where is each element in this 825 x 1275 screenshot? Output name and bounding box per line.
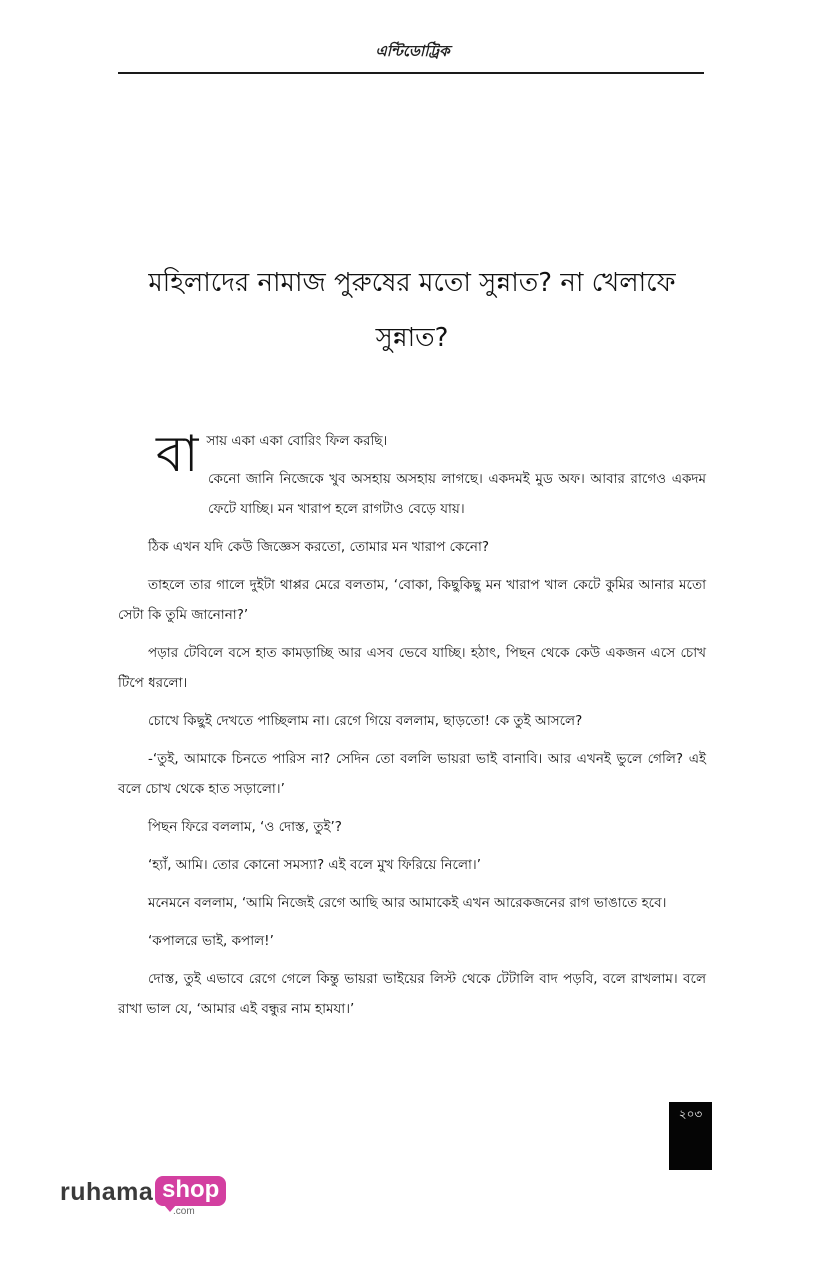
paragraph: ‘কপালরে ভাই, কপাল!’: [148, 933, 274, 949]
logo-domain-text: .com: [173, 1206, 195, 1217]
drop-cap: বা: [156, 425, 199, 483]
page-number: ২০৩: [669, 1102, 712, 1170]
paragraph: তাহলে তার গালে দুইটা থাপ্পর মেরে বলতাম, ‘বোকা, কিছুকিছু মন খারাপ খাল কেটে কুমির আনার মতো সেটা কি তুমি জানোনা?’: [118, 577, 706, 623]
ruhamashop-logo: [60, 1176, 230, 1220]
logo-brand-text: ruhama: [60, 1178, 154, 1206]
header-rule: [118, 72, 704, 74]
paragraph: ‘হ্যাঁ, আমি। তোর কোনো সমস্যা? এই বলে মুখ ফিরিয়ে নিলো।’: [148, 857, 482, 873]
paragraph: পিছন ফিরে বললাম, ‘ও দোস্ত, তুই’?: [148, 819, 342, 835]
paragraph: দোস্ত, তুই এভাবে রেগে গেলে কিন্তু ভায়রা ভাইয়ের লিস্ট থেকে টেটালি বাদ পড়বি, বলে রাখলাম। বলে রাখা ভাল যে, ‘আমার এই বন্ধুর নাম হামযা।’: [118, 971, 706, 1017]
chapter-title: মহিলাদের নামাজ পুরুষের মতো সুন্নাত? না খেলাফে সুন্নাত?: [148, 268, 676, 353]
paragraph: মনেমনে বললাম, ‘আমি নিজেই রেগে আছি আর আমাকেই এখন আরেকজনের রাগ ভাঙাতে হবে।: [148, 895, 667, 911]
logo-shop-badge: shop: [155, 1176, 226, 1206]
paragraph: -‘তুই, আমাকে চিনতে পারিস না? সেদিন তো বললি ভায়রা ভাই বানাবি। আর এখনই ভুলে গেলি? এই বলে চোখ থেকে হাত সড়ালো।’: [118, 751, 707, 797]
running-head: এন্টিডোট্রিক: [375, 42, 450, 60]
body-text: [118, 426, 706, 1032]
first-paragraph: [118, 426, 706, 494]
paragraph: পড়ার টেবিলে বসে হাত কামড়াচ্ছি আর এসব ভেবে যাচ্ছি। হঠাৎ, পিছন থেকে কেউ একজন এসে চোখ টিপে ধরলো।: [118, 645, 706, 691]
first-line: সায় একা একা বোরিং ফিল করছি।: [206, 433, 388, 449]
first-para-rest: কেনো জানি নিজেকে খুব অসহায় অসহায় লাগছে। একদমই মুড অফ। আবার রাগেও একদম ফেটে যাচ্ছি। মন খারাপ হলে রাগটাও বেড়ে যায়।: [208, 471, 706, 517]
paragraph: ঠিক এখন যদি কেউ জিজ্ঞেস করতো, তোমার মন খারাপ কেনো?: [148, 539, 490, 555]
paragraph: চোখে কিছুই দেখতে পাচ্ছিলাম না। রেগে গিয়ে বললাম, ছাড়তো! কে তুই আসলে?: [148, 713, 583, 729]
